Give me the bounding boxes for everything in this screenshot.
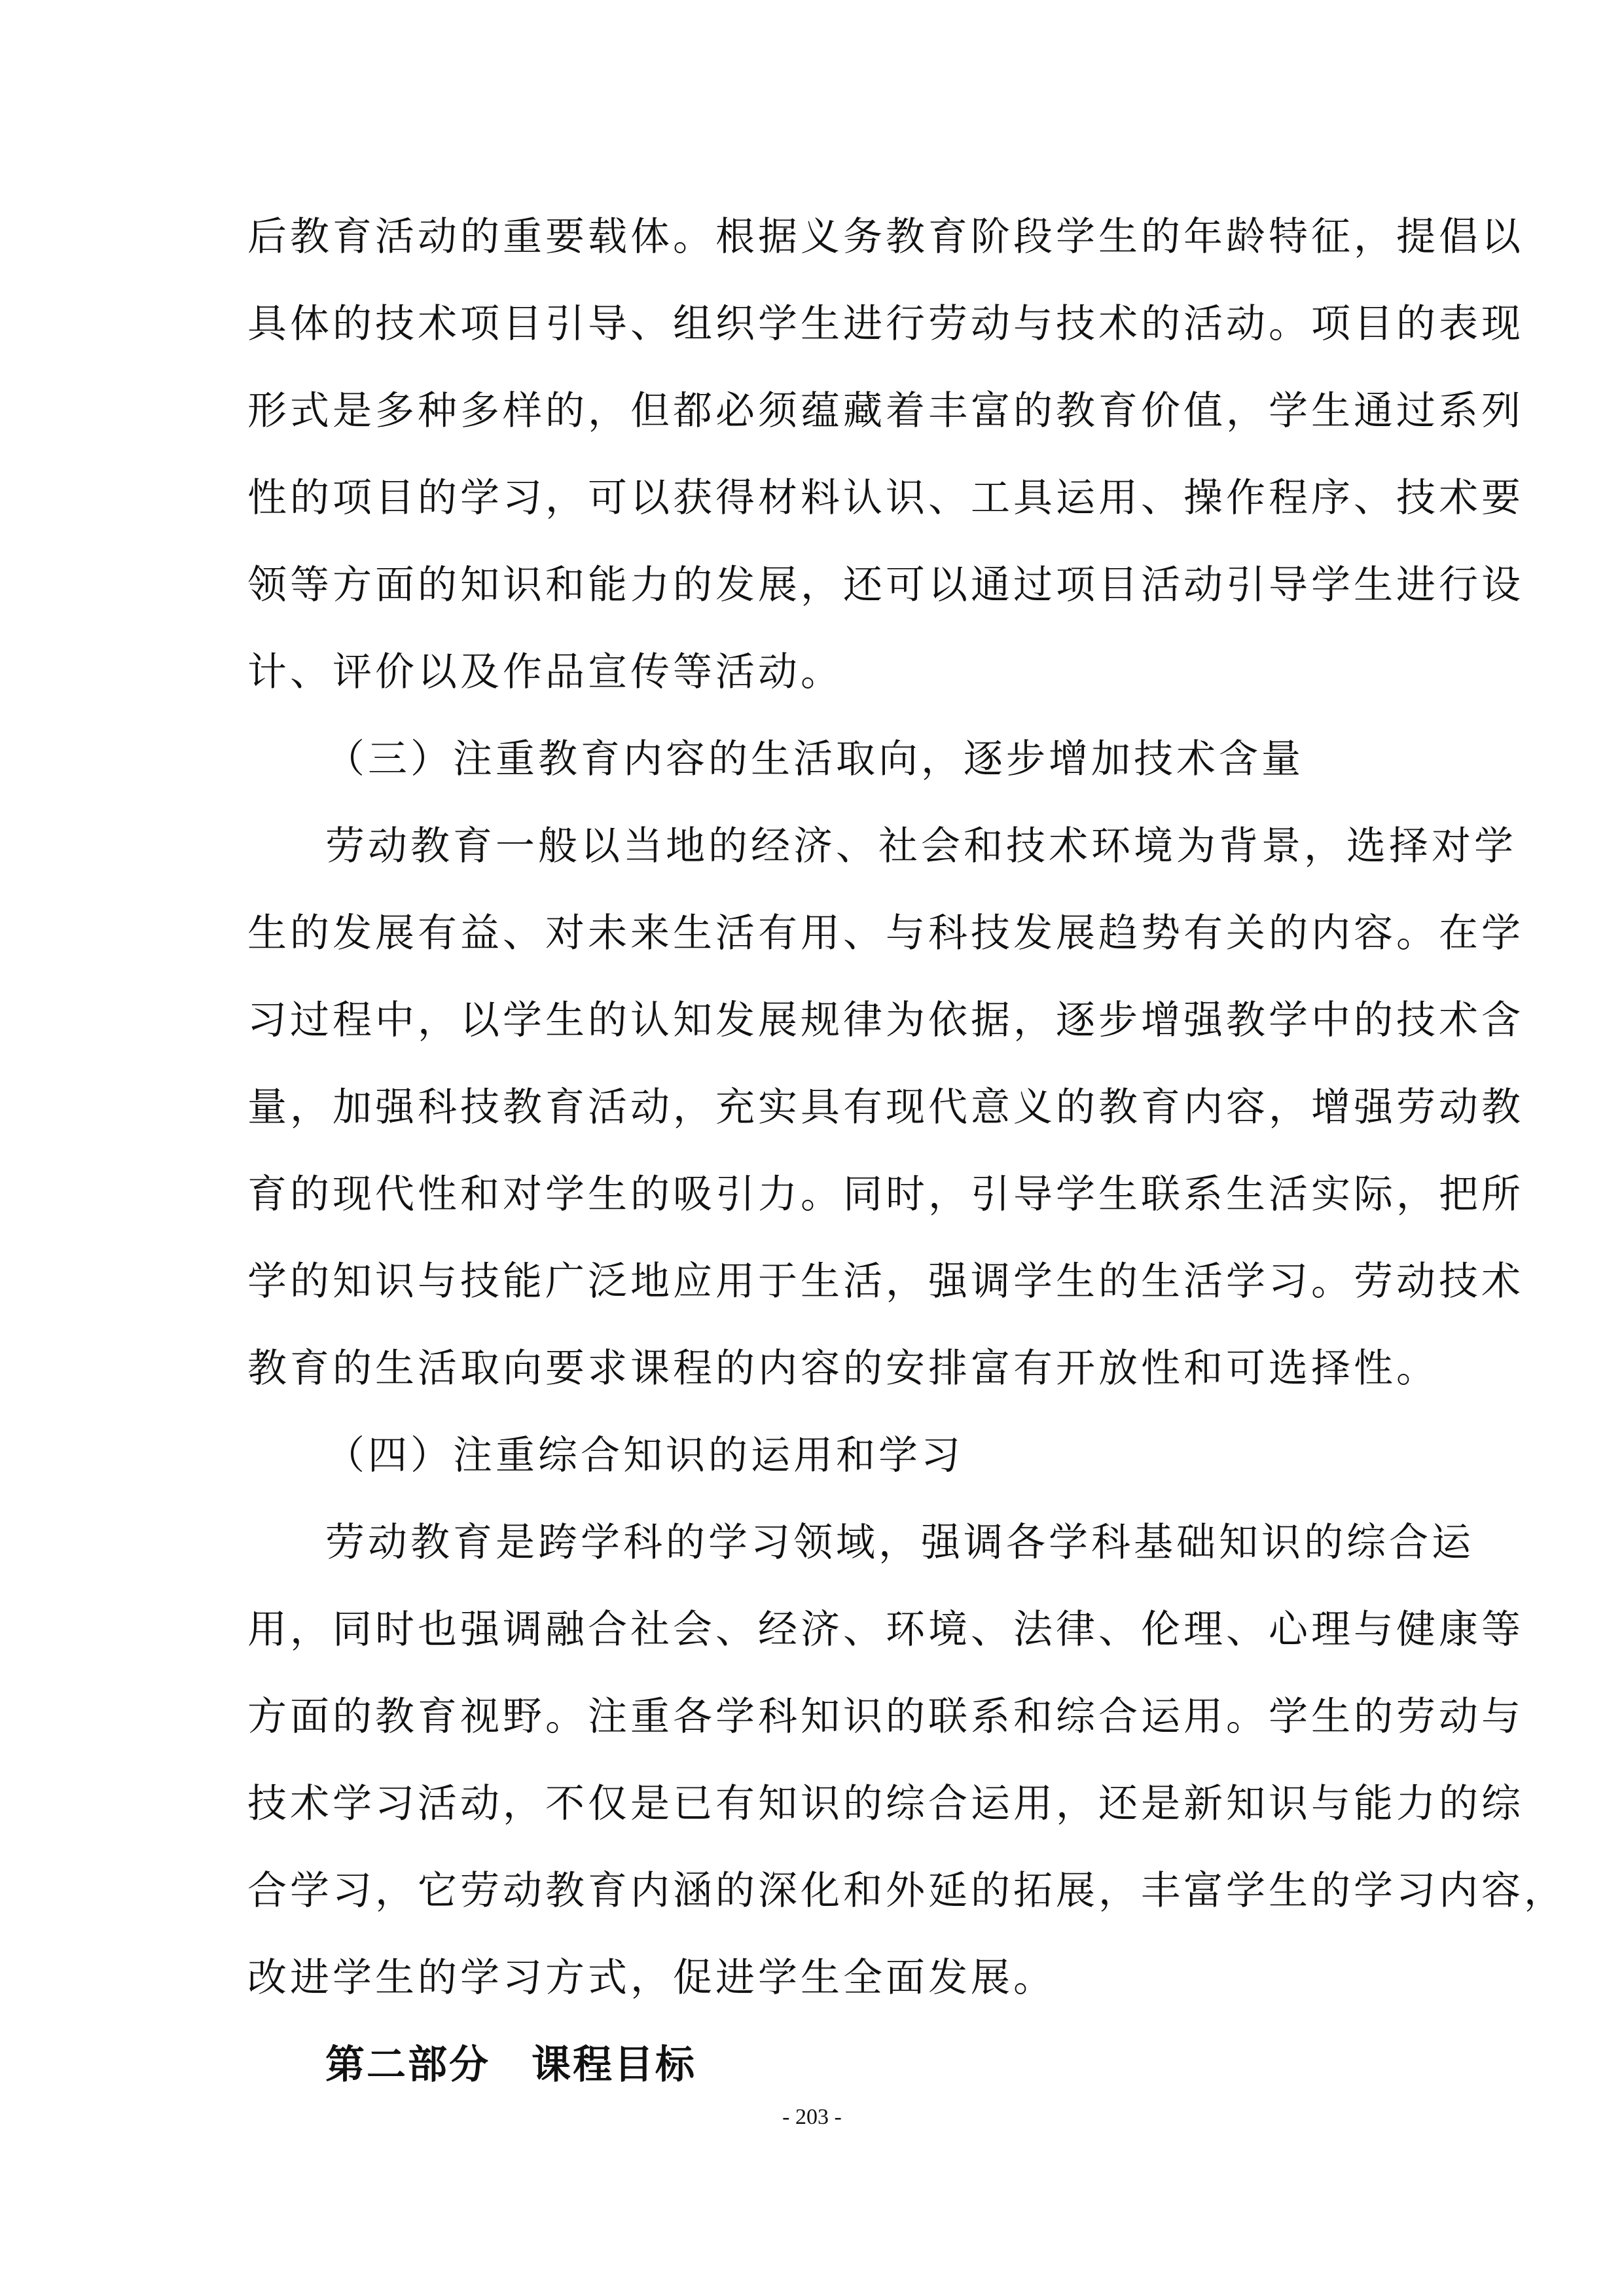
paragraph-line: 性的项目的学习，可以获得材料认识、工具运用、操作程序、技术要 bbox=[247, 475, 1524, 521]
paragraph-line: 生的发展有益、对未来生活有用、与科技发展趋势有关的内容。在学 bbox=[247, 910, 1524, 956]
subsection-heading-4: （四）注重综合知识的运用和学习 bbox=[325, 1433, 964, 1479]
section-heading: 第二部分 课程目标 bbox=[325, 2042, 696, 2088]
paragraph-line: 方面的教育视野。注重各学科知识的联系和综合运用。学生的劳动与 bbox=[247, 1694, 1524, 1740]
paragraph-line: 后教育活动的重要载体。根据义务教育阶段学生的年龄特征，提倡以 bbox=[247, 214, 1524, 260]
paragraph-line: 领等方面的知识和能力的发展，还可以通过项目活动引导学生进行设 bbox=[247, 562, 1524, 608]
subsection-heading-3: （三）注重教育内容的生活取向，逐步增加技术含量 bbox=[325, 736, 1304, 782]
paragraph-line: 育的现代性和对学生的吸引力。同时，引导学生联系生活实际，把所 bbox=[247, 1172, 1524, 1217]
paragraph-line: 学的知识与技能广泛地应用于生活，强调学生的生活学习。劳动技术 bbox=[247, 1259, 1524, 1304]
paragraph-line: 量，加强科技教育活动，充实具有现代意义的教育内容，增强劳动教 bbox=[247, 1085, 1524, 1130]
paragraph-line: 改进学生的学习方式，促进学生全面发展。 bbox=[247, 1955, 1056, 2001]
paragraph-line: 劳动教育一般以当地的经济、社会和技术环境为背景，选择对学 bbox=[325, 823, 1517, 869]
paragraph-line: 具体的技术项目引导、组织学生进行劳动与技术的活动。项目的表现 bbox=[247, 301, 1524, 347]
paragraph-line: 习过程中，以学生的认知发展规律为依据，逐步增强教学中的技术含 bbox=[247, 997, 1524, 1043]
paragraph-line: 技术学习活动，不仅是已有知识的综合运用，还是新知识与能力的综 bbox=[247, 1781, 1524, 1827]
paragraph-line: 教育的生活取向要求课程的内容的安排富有开放性和可选择性。 bbox=[247, 1346, 1439, 1391]
paragraph-line: 形式是多种多样的，但都必须蕴藏着丰富的教育价值，学生通过系列 bbox=[247, 388, 1524, 434]
page-number: - 203 - bbox=[782, 2105, 842, 2129]
paragraph-line: 劳动教育是跨学科的学习领域，强调各学科基础知识的综合运 bbox=[325, 1520, 1474, 1566]
paragraph-line: 计、评价以及作品宣传等活动。 bbox=[247, 649, 843, 695]
paragraph-line: 用，同时也强调融合社会、经济、环境、法律、伦理、心理与健康等 bbox=[247, 1607, 1524, 1653]
paragraph-line: 合学习，它劳动教育内涵的深化和外延的拓展，丰富学生的学习内容， bbox=[247, 1868, 1566, 1914]
